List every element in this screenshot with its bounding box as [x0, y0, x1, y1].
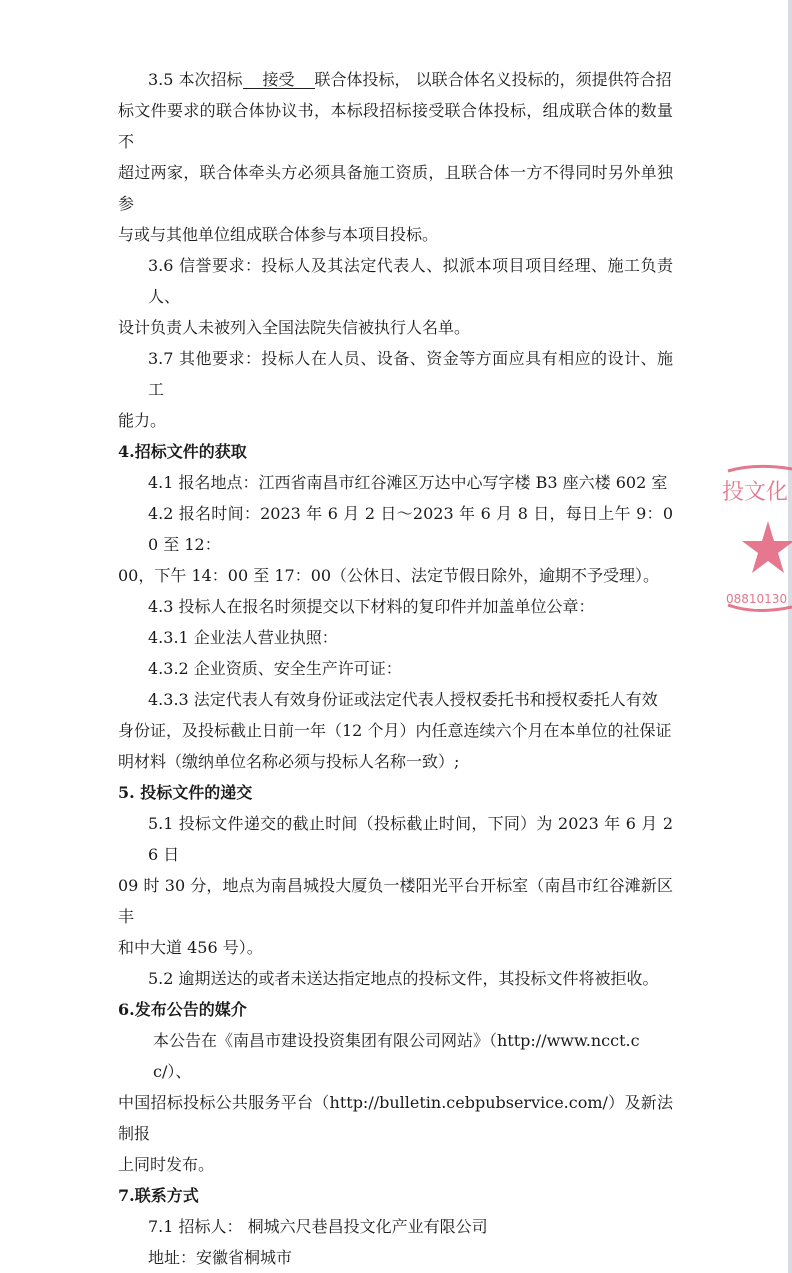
text-line: 00，下午 14：00 至 17：00（公休日、法定节假日除外，逾期不予受理）。	[118, 566, 660, 585]
text-line: 与或与其他单位组成联合体参与本项目投标。	[118, 225, 439, 244]
text-line: 5.1 投标文件递交的截止时间（投标截止时间，下同）为 2023 年 6 月 26 日	[148, 814, 673, 864]
section-heading: 7.联系方式	[118, 1186, 199, 1205]
text-line: 4.3 投标人在报名时须提交以下材料的复印件并加盖单位公章：	[148, 597, 595, 616]
text-line: 4.2 报名时间：2023 年 6 月 2 日～2023 年 6 月 8 日，每日上午 9：00 至 12：	[148, 504, 673, 554]
clause-3-5-suffix: 联合体投标， 以联合体名义投标的，须提供符合招	[314, 70, 672, 89]
section-heading: 4.招标文件的获取	[118, 442, 247, 461]
document-body	[118, 0, 673, 1273]
clause-3-5-blank: 接受	[243, 71, 315, 89]
text-line: 3.6 信誉要求：投标人及其法定代表人、拟派本项目项目经理、施工负责人、	[148, 256, 673, 306]
text-line: 4.1 报名地点：江西省南昌市红谷滩区万达中心写字楼 B3 座六楼 602 室	[148, 473, 668, 492]
seal-number: 08810130	[726, 592, 788, 606]
text-line: 本公告在《南昌市建设投资集团有限公司网站》（http://www.ncct.cc/）、	[153, 1031, 640, 1081]
text-line: 设计负责人未被列入全国法院失信被执行人名单。	[118, 318, 471, 337]
text-line: 能力。	[118, 411, 167, 430]
text-line: 09 时 30 分，地点为南昌城投大厦负一楼阳光平台开标室（南昌市红谷滩新区丰	[118, 876, 673, 926]
text-line: 超过两家，联合体牵头方必须具备施工资质，且联合体一方不得同时另外单独参	[118, 163, 673, 213]
seal-star-icon	[742, 521, 792, 573]
text-line: 4.3.2 企业资质、安全生产许可证：	[148, 659, 402, 678]
text-line: 7.1 招标人： 桐城六尺巷昌投文化产业有限公司	[148, 1217, 488, 1236]
text-line: 明材料（缴纳单位名称必须与投标人名称一致）;	[118, 752, 460, 771]
section-heading: 6.发布公告的媒介	[118, 1000, 247, 1019]
page-edge	[788, 0, 792, 1273]
text-line: 3.7 其他要求：投标人在人员、设备、资金等方面应具有相应的设计、施工	[148, 349, 673, 399]
section-heading: 5. 投标文件的递交	[118, 783, 253, 802]
text-line: 5.2 逾期送达的或者未送达指定地点的投标文件，其投标文件将被拒收。	[148, 969, 659, 988]
text-line: 中国招标投标公共服务平台（http://bulletin.cebpubservice.com/）及新法制报	[118, 1093, 673, 1143]
text-line: 标文件要求的联合体协议书，本标段招标接受联合体投标，组成联合体的数量不	[118, 101, 673, 151]
text-line: 和中大道 456 号）。	[118, 938, 263, 957]
seal-text: 投文化	[722, 480, 789, 505]
clause-3-5	[118, 64, 673, 95]
text-line: 地址：安徽省桐城市	[148, 1248, 293, 1267]
company-seal	[716, 455, 792, 629]
text-line: 4.3.1 企业法人营业执照：	[148, 628, 338, 647]
text-line: 身份证，及投标截止日前一年（12 个月）内任意连续六个月在本单位的社保证	[118, 721, 672, 740]
text-line: 4.3.3 法定代表人有效身份证或法定代表人授权委托书和授权委托人有效	[148, 690, 658, 709]
clause-3-5-prefix: 3.5 本次招标	[148, 70, 243, 89]
text-line: 上同时发布。	[118, 1155, 215, 1174]
